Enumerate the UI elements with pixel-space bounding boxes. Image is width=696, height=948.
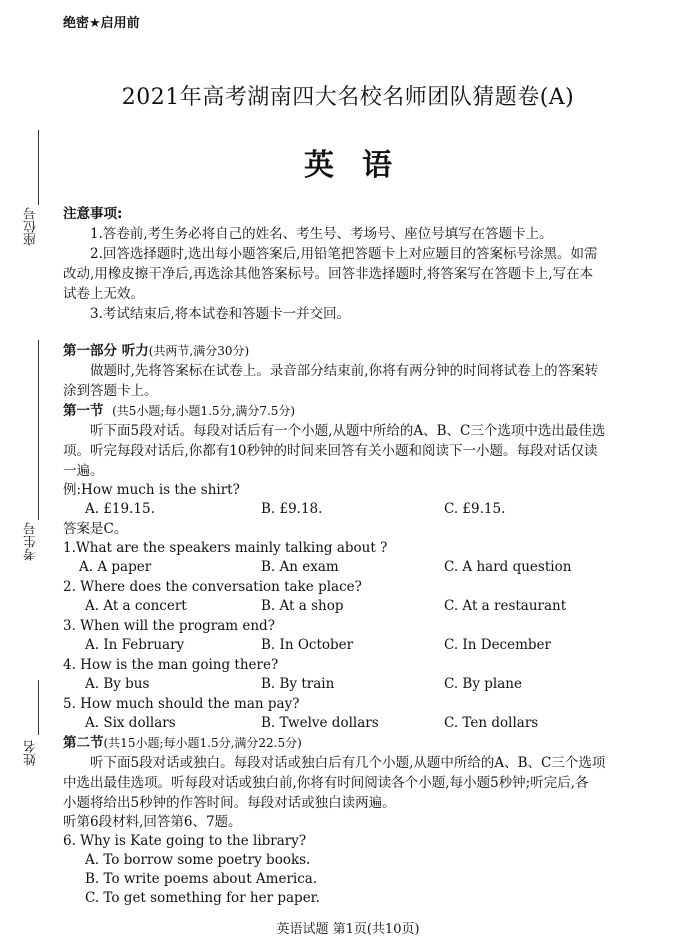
part1-heading-text: 第一部分 听力 [63, 343, 149, 359]
question-6-option-b: B. To write poems about America. [85, 871, 318, 887]
section1-heading-text: 第一节 [63, 403, 104, 419]
section2-heading-text: 第二节 [63, 735, 104, 751]
margin-line-exam-no [38, 340, 39, 520]
option-b: B. In October [261, 637, 354, 653]
question-1: 1.What are the speakers mainly talking about ? [63, 540, 388, 556]
subject-title: 英语 [304, 148, 420, 183]
part1-heading [63, 342, 249, 361]
section2-heading-note: (共15小题;每小题1.5分,满分22.5分) [103, 736, 302, 750]
option-b: B. An exam [261, 559, 339, 575]
question-5: 5. How much should the man pay? [63, 696, 300, 712]
option-a: A. At a concert [85, 598, 187, 614]
notice-line: 1.答卷前,考生务必将自己的姓名、考生号、考场号、座位号填写在答题卡上。 [90, 226, 553, 242]
question-6-option-a: A. To borrow some poetry books. [85, 852, 311, 868]
option-a: A. In February [85, 637, 185, 653]
section2-intro-line: 中选出最佳选项。听每段对话或独白前,你将有时间阅读各个小题,每小题5秒钟;听完后,各 [63, 775, 589, 791]
option-c: C. By plane [444, 676, 522, 692]
section2-intro-line: 小题将给出5秒钟的作答时间。每段对话或独白读两遍。 [63, 795, 396, 811]
option-c: C. A hard question [444, 559, 572, 575]
margin-line-name [38, 680, 39, 735]
section1-intro-line: 一遍。 [63, 463, 104, 479]
question-3: 3. When will the program end? [63, 618, 275, 634]
question-6: 6. Why is Kate going to the library? [63, 833, 307, 849]
option-c: C. Ten dollars [444, 715, 539, 731]
option-a: A. A paper [79, 559, 152, 575]
section1-heading-note: (共5小题;每小题1.5分,满分7.5分) [112, 404, 296, 418]
option-b: B. By train [261, 676, 335, 692]
section1-heading [63, 402, 295, 421]
question-4: 4. How is the man going there? [63, 657, 279, 673]
example-answer: 答案是C。 [63, 521, 128, 537]
example-question: 例:How much is the shirt? [63, 482, 240, 498]
section2-intro-line: 听下面5段对话或独白。每段对话或独白后有几个小题,从题中所给的A、B、C三个选项 [90, 755, 606, 771]
margin-label-seat: 座位号 [24, 207, 39, 246]
option-c: C. £9.15. [444, 501, 506, 517]
margin-label-name: 姓名 [24, 740, 39, 766]
option-c: C. In December [444, 637, 551, 653]
notice-line: 3.考试结束后,将本试卷和答题卡一并交回。 [90, 306, 351, 322]
option-b: B. £9.18. [261, 501, 323, 517]
question-6-option-c: C. To get something for her paper. [85, 890, 320, 906]
option-a: A. By bus [85, 676, 150, 692]
notice-line: 2.回答选择题时,选出每小题答案后,用铅笔把答题卡上对应题目的答案标号涂黑。如需 [90, 246, 598, 262]
option-a: A. £19.15. [85, 501, 155, 517]
section1-intro-line: 项。听完每段对话后,你都有10秒钟的时间来回答有关小题和阅读下一小题。每段对话仅读 [63, 443, 598, 459]
question-2: 2. Where does the conversation take place? [63, 579, 362, 595]
margin-label-exam-no: 考生号 [24, 522, 39, 561]
part1-intro-line: 做题时,先将答案标在试卷上。录音部分结束前,你将有两分钟的时间将试卷上的答案转 [90, 363, 599, 379]
exam-title: 2021年高考湖南四大名校名师团队猜题卷(A) [121, 85, 575, 110]
notice-line: 试卷上无效。 [63, 286, 144, 302]
page-footer: 英语试题 第1页(共10页) [276, 922, 420, 937]
part1-heading-note: (共两节,满分30分) [148, 344, 250, 358]
material-note: 听第6段材料,回答第6、7题。 [63, 814, 242, 830]
section1-intro-line: 听下面5段对话。每段对话后有一个小题,从题中所给的A、B、C三个选项中选出最佳选 [90, 423, 606, 439]
option-a: A. Six dollars [85, 715, 176, 731]
part1-intro-line: 涂到答题卡上。 [63, 383, 158, 399]
option-b: B. Twelve dollars [261, 715, 379, 731]
option-b: B. At a shop [261, 598, 344, 614]
confidential-mark: 绝密★启用前 [63, 16, 140, 31]
notice-line: 改动,用橡皮擦干净后,再选涂其他答案标号。回答非选择题时,将答案写在答题卡上,写在本 [63, 266, 594, 282]
section2-heading [63, 734, 302, 753]
option-c: C. At a restaurant [444, 598, 567, 614]
notice-heading: 注意事项: [63, 206, 123, 222]
margin-line-seat [38, 130, 39, 205]
